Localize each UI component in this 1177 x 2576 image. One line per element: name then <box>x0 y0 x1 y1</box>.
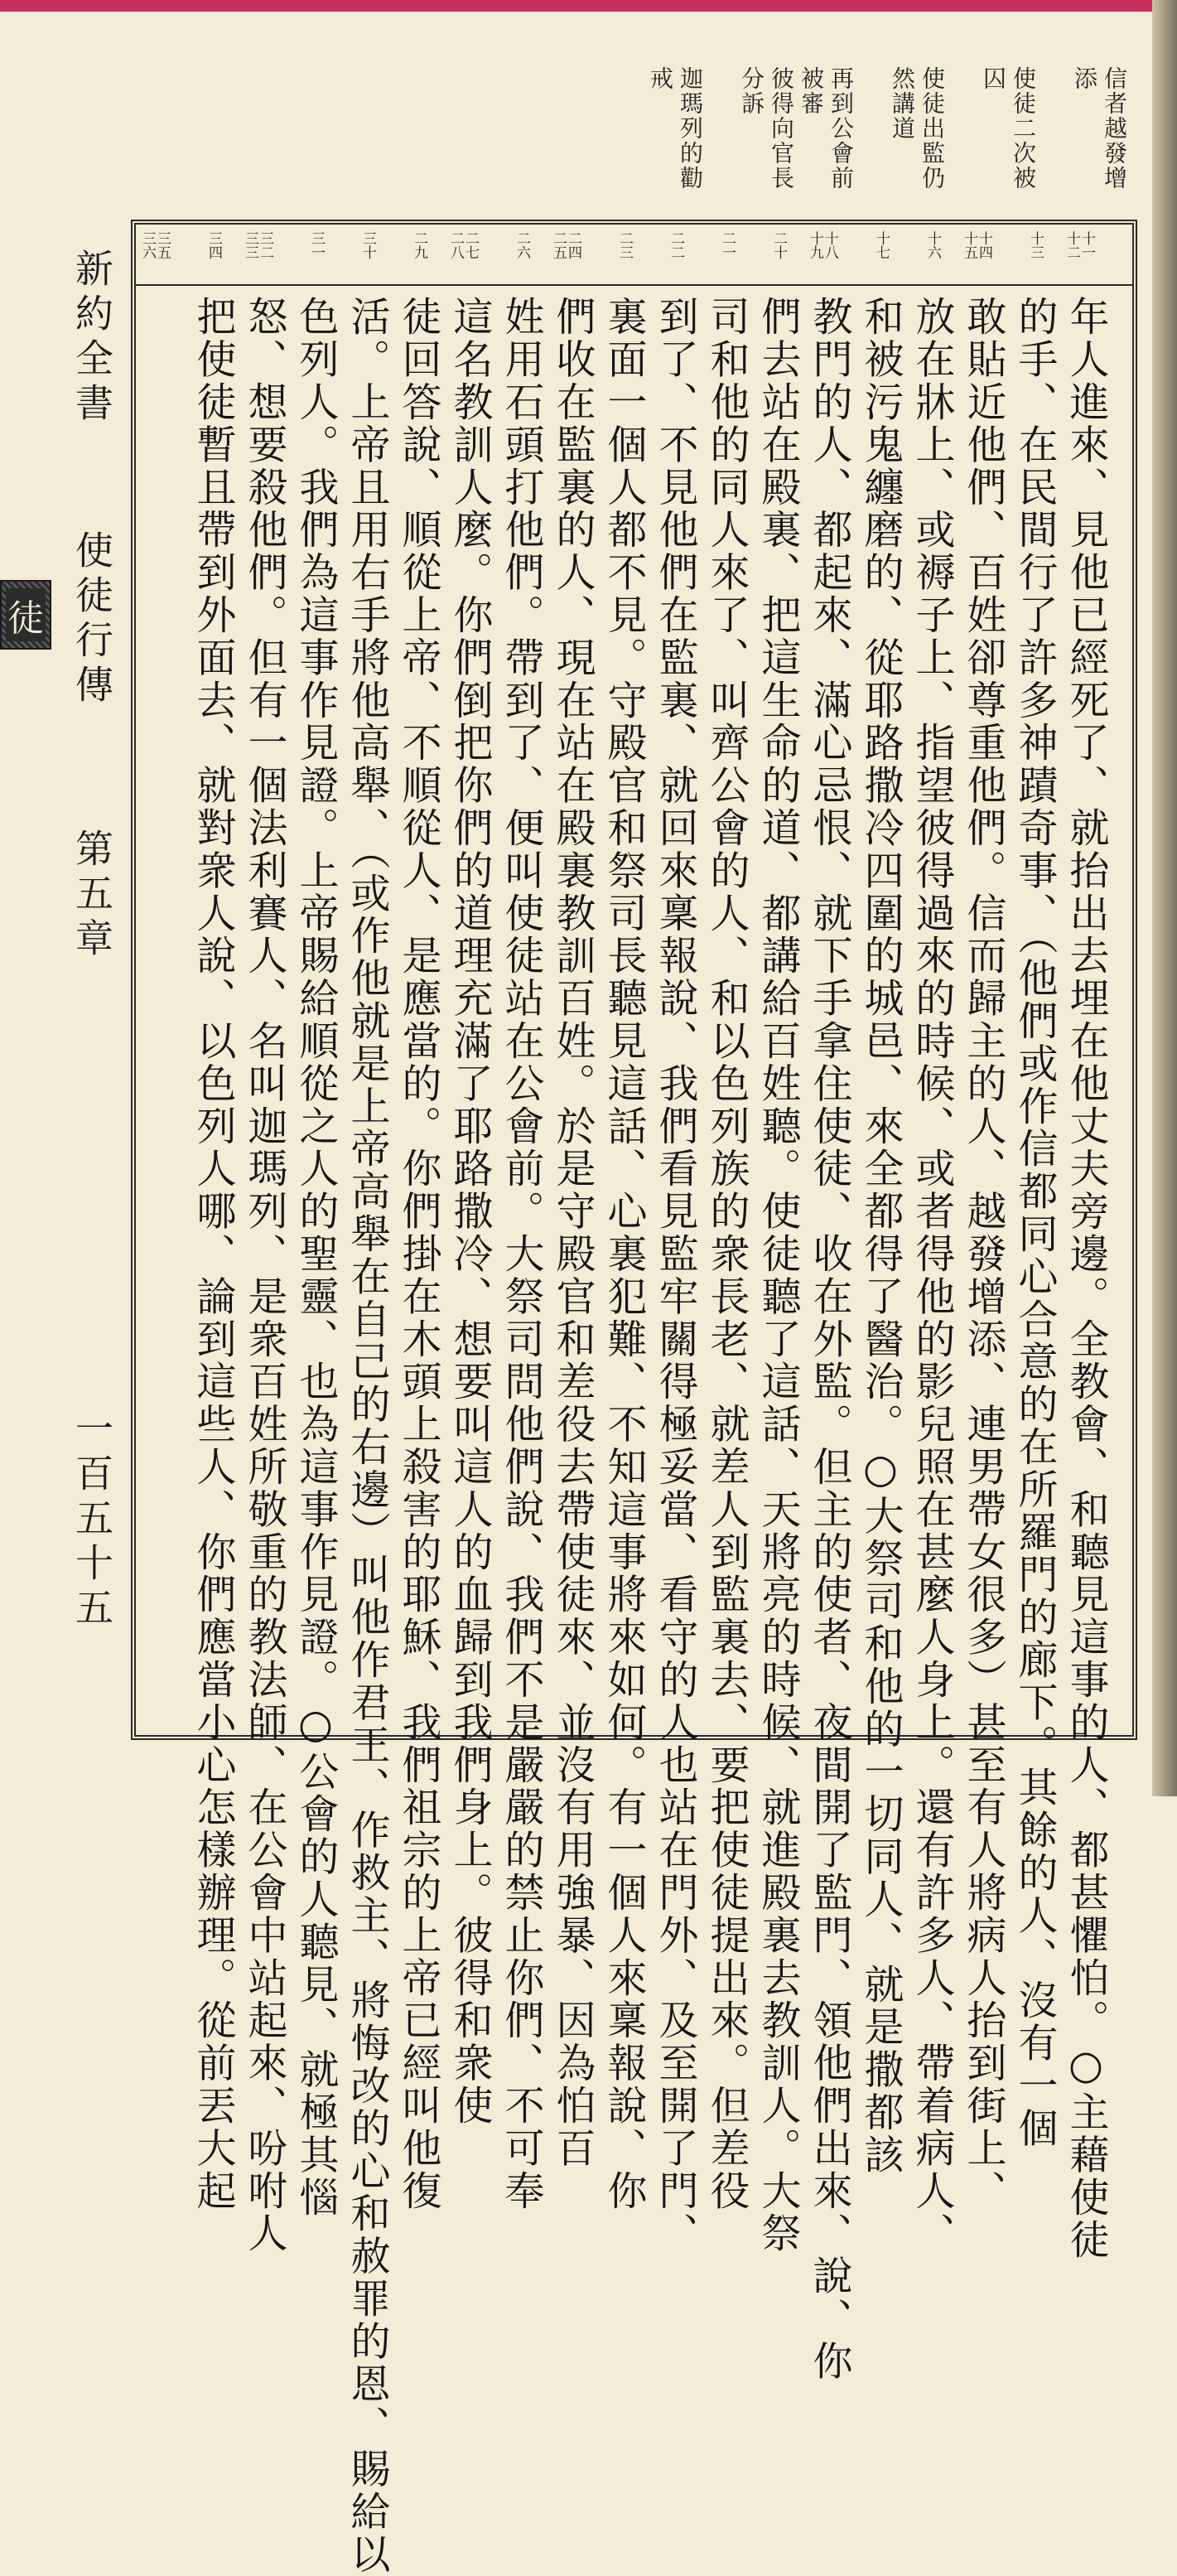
text-column: 活。上帝且用右手將他高舉、（或作他就是上帝高舉在自己的右邊）叫他作君王、作救主、將悔改的心和赦罪的恩、賜給以 <box>344 296 390 2576</box>
text-column: 裏面一個人都不見。守殿官和祭司長聽見這話、心裏犯難、不知這事將來如何。有一個人來稟報說、你 <box>601 296 647 2212</box>
margin-note-line: 迦瑪列的勸 <box>677 66 704 191</box>
verse-number: 十六 <box>924 231 941 259</box>
text-column: 們去站在殿裏、把這生命的道、都講給百姓聽。使徒聽了這話、天將亮的時候、就進殿裏去教訓人。大祭 <box>755 296 801 2255</box>
margin-note-line: 戒 <box>647 66 674 91</box>
verse-number: 三五 三六 <box>139 231 171 259</box>
page-fore-edge <box>1152 0 1177 1796</box>
margin-note-line: 囚 <box>980 66 1007 91</box>
verse-number: 二四 二五 <box>550 231 581 259</box>
margin-note-line: 添 <box>1071 66 1098 91</box>
margin-note-5 <box>648 66 702 220</box>
verse-number: 二九 <box>411 231 427 259</box>
text-column: 姓用石頭打他們。帶到了、便叫使徒站在公會前。大祭司問他們說、我們不是嚴嚴的禁止你們、不可奉 <box>498 296 544 2212</box>
book-title: 使徒行傳 <box>70 530 114 709</box>
text-columns <box>136 286 1132 2576</box>
margin-note-1 <box>1072 66 1126 220</box>
page-top-edge <box>0 0 1177 12</box>
text-column: 怒、想要殺他們。但有一個法利賽人、名叫迦瑪列、是衆百姓所敬重的教法師、在公會中站起來、吩咐人 <box>241 296 287 2255</box>
text-column: 和被污鬼纏磨的、從耶路撒冷四圍的城邑、來全都得了醫治。○大祭司和他的一切同人、就是撒都該 <box>857 296 904 2177</box>
text-column: 的手、在民間行了許多神蹟奇事、（他們或作信都同心合意的在所羅門的廊下。其餘的人、沒有一個 <box>1011 296 1058 2150</box>
verse-number: 二二 <box>668 231 684 259</box>
margin-note-line: 分訴 <box>738 66 765 116</box>
verse-number: 三四 <box>205 231 222 259</box>
verse-number: 三十 <box>359 231 376 259</box>
verse-number: 二六 <box>514 231 530 259</box>
text-column: 徒回答說、順從上帝、不順從人、是應當的。你們掛在木頭上殺害的耶穌、我們祖宗的上帝已經叫他復 <box>395 296 441 2212</box>
text-column: 色列人。我們為這事作見證。上帝賜給順從之人的聖靈、也為這事作見證。○公會的人聽見、就極其惱 <box>292 296 339 2219</box>
page-number: 一百五十五 <box>70 1409 114 1632</box>
verse-number: 二十 <box>770 231 787 259</box>
margin-note-3 <box>890 66 944 220</box>
margin-note-4 <box>739 66 853 220</box>
text-column: 司和他的同人來了、叫齊公會的人、和以色列族的衆長老、就差人到監裏去、要把使徒提出來。但差役 <box>703 296 750 2212</box>
verse-number: 十八 十九 <box>807 231 838 259</box>
text-frame <box>131 220 1137 2576</box>
margin-note-line: 使徒二次被 <box>1010 66 1037 191</box>
margin-note-line: 然講道 <box>889 66 916 141</box>
text-column: 把使徒暫且帶到外面去、就對衆人說、以色列人哪、論到這些人、你們應當小心怎樣辦理。從前丟大起 <box>190 296 236 2212</box>
text-column: 敢貼近他們、百姓卻尊重他們。信而歸主的人、越發增添、連男帶女很多）甚至有人將病人抬到街上、 <box>960 296 1006 2212</box>
text-column: 們收在監裏的人、現在站在殿裏教訓百姓。於是守殿官和差役去帶使徒來、並沒有用強暴、因為怕百 <box>549 296 596 2170</box>
text-column: 年人進來、見他已經死了、就抬出去埋在他丈夫旁邊。全教會、和聽見這事的人、都甚懼怕。○主藉使徒 <box>1063 296 1109 2262</box>
verse-number: 十一 十二 <box>1064 231 1095 259</box>
margin-note-line: 被審 <box>798 66 825 116</box>
book-name: 新約全書 <box>70 249 114 428</box>
margin-note-line: 信者越發增 <box>1101 66 1128 191</box>
verse-number: 十七 <box>873 231 890 259</box>
margin-note-line: 使徒出監仍 <box>919 66 946 191</box>
verse-number: 二七 二八 <box>447 231 479 259</box>
text-column: 教門的人、都起來、滿心忌恨、就下手拿住使徒、收在外監。但主的使者、夜間開了監門、領他們出來、說、你 <box>806 296 852 2383</box>
text-column: 這名教訓人麼。你們倒把你們的道理充滿了耶路撒冷、想要叫這人的血歸到我們身上。彼得和衆使 <box>446 296 493 2128</box>
thumb-index-tab <box>0 580 51 650</box>
text-column: 到了、不見他們在監裏、就回來稟報說、我們看見監牢關得極妥當、看守的人也站在門外、及至開了門、 <box>652 296 698 2255</box>
margin-note-2 <box>981 66 1035 220</box>
verse-number: 二一 <box>719 231 736 259</box>
verse-number: 十三 <box>1027 231 1044 259</box>
margin-notes <box>215 66 1126 220</box>
chapter-label: 第五章 <box>70 829 114 963</box>
verse-number: 十四 十五 <box>961 231 992 259</box>
text-column: 放在牀上、或褥子上、指望彼得過來的時候、或者得他的影兒照在甚麼人身上。還有許多人、帶着病人、 <box>909 296 955 2255</box>
verse-number-strip <box>136 225 1132 286</box>
verse-number: 三一 <box>308 231 325 259</box>
margin-note-line: 再到公會前 <box>827 66 855 191</box>
margin-note-line: 彼得向官長 <box>768 66 795 191</box>
verse-number: 二三 <box>616 231 633 259</box>
verse-number: 三二 三三 <box>242 231 273 259</box>
thumb-index-char: 徒 <box>6 588 46 641</box>
